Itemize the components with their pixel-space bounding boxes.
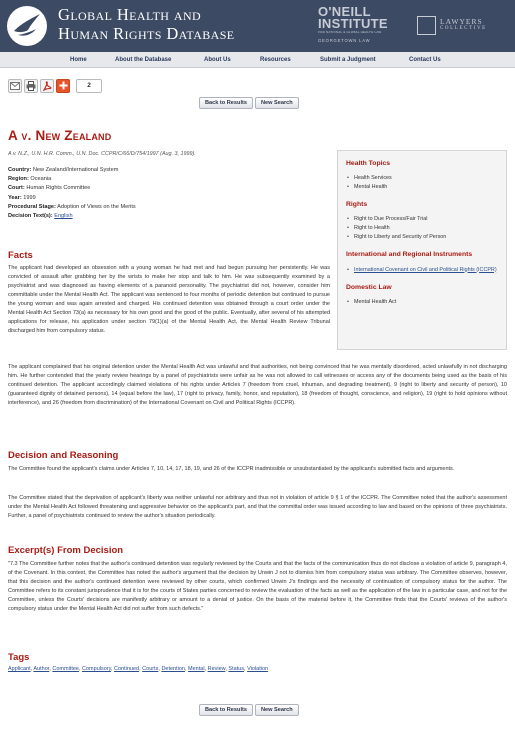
tag-link[interactable]: Violation <box>247 666 269 672</box>
site-title-line2: Human Rights Database <box>58 24 235 43</box>
pdf-button[interactable] <box>40 79 54 93</box>
site-header <box>0 0 515 52</box>
meta-label: Region: <box>8 176 29 183</box>
pdf-icon <box>42 81 52 91</box>
decision-text-link[interactable]: English <box>54 213 73 220</box>
meta-value: New Zealand/International System <box>32 167 119 173</box>
rights-list <box>346 215 498 242</box>
tag-link[interactable]: Continued <box>114 666 140 672</box>
site-title[interactable] <box>58 5 235 43</box>
printer-icon <box>26 81 36 91</box>
domestic-law-list <box>346 298 498 307</box>
envelope-icon <box>10 82 20 90</box>
health-topics-heading: Health Topics <box>346 160 391 167</box>
print-button[interactable] <box>24 79 38 93</box>
share-count: 2 <box>76 79 102 93</box>
rights-heading: Rights <box>346 201 368 209</box>
decision-paragraph-1: The Committee found the applicant's claims under Articles 7, 10, 14, 17, 18, 19, and 26 of the ICCPR inadmissible or unsubstantiated by the applicant's submitted facts and arguments. <box>8 466 455 472</box>
nav-submit-judgment[interactable]: Submit a Judgment <box>320 57 376 63</box>
excerpt-paragraph: "7.3 The Committee further notes that the author's continued detention was regularly reviewed by the Courts and that the facts of the communication thus do not disclose a violation of article 9, paragraph 4, of the Covenant. In this context, the Committee has noted the author's argument that the decision by Unwin J not to dismiss him from compulsory status was arbitrary. The Committee observes, however, that this decision and the author's continued detention were reviewed by other courts, which confirmed Unwin J's findings and the necessity of continuation of compulsory status for the author. The Committee refers to its constant jurisprudence that it is for the courts of States parties concerned to review the evaluation of the facts as well as the application of the law in a particular case, and not for the Committee, unless the Courts' decisions are manifestly arbitrary or amount to a denial of justice. On the basis of the material before it, the Committee finds that the Courts' reviews of the author's compulsory status under the Mental Health Act did not suffer from such defects." <box>8 561 507 612</box>
meta-value: Adoption of Views on the Merits <box>57 203 136 210</box>
list-item: • Health Services <box>346 174 498 183</box>
tag-link[interactable]: Courts <box>142 666 159 672</box>
nav-about-us[interactable]: About Us <box>204 57 231 63</box>
top-button-group <box>199 97 299 109</box>
oneill-line2: INSTITUTE <box>318 16 388 31</box>
tag-link[interactable]: Committee <box>52 666 79 672</box>
tag-link[interactable]: Applicant <box>8 666 31 672</box>
new-search-button[interactable]: New Search <box>255 704 299 716</box>
share-toolbar <box>8 78 102 93</box>
back-to-results-button[interactable]: Back to Results <box>199 704 253 716</box>
lawyers-line1: LAWYERS <box>440 17 483 26</box>
lawyers-collective-logo[interactable] <box>417 14 487 36</box>
list-item: • Mental Health <box>346 183 498 192</box>
tag-link[interactable]: Author <box>33 666 50 672</box>
tag-link[interactable]: Review <box>207 666 226 672</box>
lawyers-collective-mark-icon <box>417 16 436 35</box>
instruments-list <box>346 266 498 275</box>
meta-value: Oceania <box>30 176 52 183</box>
tag-link[interactable]: Detention <box>161 666 185 672</box>
bottom-button-group <box>199 704 299 716</box>
nav-contact-us[interactable]: Contact Us <box>409 57 441 63</box>
list-item: • Right to Liberty and Security of Person <box>346 233 498 242</box>
tags-heading: Tags <box>8 652 30 663</box>
excerpt-heading: Excerpt(s) From Decision <box>8 545 124 556</box>
plus-icon <box>59 81 68 90</box>
back-to-results-button[interactable]: Back to Results <box>199 97 253 109</box>
meta-value: Human Rights Committee <box>26 185 91 192</box>
nav-home[interactable]: Home <box>70 57 87 63</box>
case-citation: A v. N.Z., U.N. H.R. Comm., U.N. Doc. CCPR/C/66/D/754/1997 (Aug. 3, 1999). <box>8 151 196 157</box>
nav-about-database[interactable]: About the Database <box>115 57 172 63</box>
meta-label: Decision Text(s): <box>8 213 53 220</box>
meta-procedural-stage <box>8 203 328 212</box>
site-title-line1: Global Health and <box>58 5 202 24</box>
facts-heading: Facts <box>8 250 33 261</box>
oneill-institute-logo[interactable] <box>318 6 403 44</box>
main-nav <box>0 52 515 68</box>
tags-list: Applicant, Author, Committee, Compulsory, Continued, Courts, Detention, Mental, Review, Status, Violation <box>8 666 269 672</box>
iccpr-link[interactable]: International Covenant on Civil and Political Rights (ICCPR) <box>354 266 497 273</box>
meta-label: Country: <box>8 167 32 173</box>
oneill-line3: FOR NATIONAL & GLOBAL HEALTH LAW <box>318 30 382 34</box>
tag-link[interactable]: Compulsory <box>82 666 111 672</box>
nav-resources[interactable]: Resources <box>260 57 291 63</box>
meta-decision-text <box>8 212 328 221</box>
list-item <box>346 266 498 275</box>
email-button[interactable] <box>8 79 22 93</box>
meta-year <box>8 194 328 203</box>
share-plus-button[interactable] <box>56 79 70 93</box>
decision-heading: Decision and Reasoning <box>8 450 119 461</box>
decision-paragraph-2: The Committee stated that the deprivation of applicant's liberty was neither unlawful nor arbitrary and thus not in violation of article 9 § 1 of the ICCPR. The Committee noted that the author's assessment under the Mental Health Act followed threatening and aggressive behavior on the applicant's part, and that the committal order was issued according to law and based on the opinions of three psychiatrists. Further, a panel of psychiatrists continued to review the author's situation periodically. <box>8 495 507 519</box>
case-metadata <box>8 166 328 221</box>
meta-country <box>8 166 328 175</box>
meta-value: 1999 <box>23 194 36 201</box>
list-item: • Mental Health Act <box>346 298 498 307</box>
health-topics-list <box>346 174 498 192</box>
oneill-line1: O'NEILL <box>318 4 371 19</box>
domestic-law-heading: Domestic Law <box>346 283 392 291</box>
case-sidebar <box>337 150 507 350</box>
list-item: • Right to Due Process/Fair Trial <box>346 215 498 224</box>
oneill-line4: GEORGETOWN LAW <box>318 38 371 43</box>
tag-link[interactable]: Mental <box>188 666 205 672</box>
meta-region <box>8 175 328 184</box>
new-search-button[interactable]: New Search <box>255 97 299 109</box>
tag-link[interactable]: Status <box>228 666 245 672</box>
case-title: A v. New Zealand <box>8 128 112 143</box>
meta-court <box>8 184 328 193</box>
list-item: • Right to Health <box>346 224 498 233</box>
dove-logo-icon[interactable] <box>6 5 48 47</box>
instruments-heading: International and Regional Instruments <box>346 251 473 259</box>
meta-label: Court: <box>8 185 25 192</box>
facts-paragraph-1: The applicant had developed an obsession with a young woman he had met and had begun pursuing her persistently. He was convicted of assault after grabbing her by the wrists to make her stop and talk to him. He was subsequently examined by a psychiatrist and was diagnosed as having elements of a paranoid personality. The psychiatrist did not, however, consider him committable under the Mental Health Act. The applicant was sentenced to four months of periodic detention but continued to pursue the young woman and was again arrested and charged. His continued detention was obtained through a court order under the Mental Health Act Section 73(a) as necessary for his own good and the good of the public. Eventually, after several of his attempted applications for release, his application under section 79(1)(a) of the Mental Health Act, the Mental Health Review Tribunal discharged him from compulsory status. <box>8 265 330 334</box>
facts-paragraph-2: The applicant complained that his original detention under the Mental Health Act was unlawful and that authorities, not being convinced that he was mentally disordered, acted unlawfully in not discharging him. He further contended that the yearly review hearings by a panel of psychiatrists were unfair as he was not allowed to call witnesses or access any of the documents being used as the basis of his continued detention. The applicant accordingly claimed violations of his rights under Articles 7 (freedom from cruel, inhuman, and degrading treatment), 9 (right to liberty and security of person), 10 (guaranteed dignity of detained persons), 14 (equal before the law), 17 (right to privacy, family, honor, and reputation), 18 (freedom of thought, conscience, and religion), 19 (right to hold opinions without interference), and 26 (freedom from discrimination) of the International Covenant on Civil and Political Rights (ICCPR). <box>8 364 507 406</box>
meta-label: Year: <box>8 194 22 201</box>
meta-label: Procedural Stage: <box>8 203 56 210</box>
lawyers-line2: COLLECTIVE <box>440 26 487 31</box>
